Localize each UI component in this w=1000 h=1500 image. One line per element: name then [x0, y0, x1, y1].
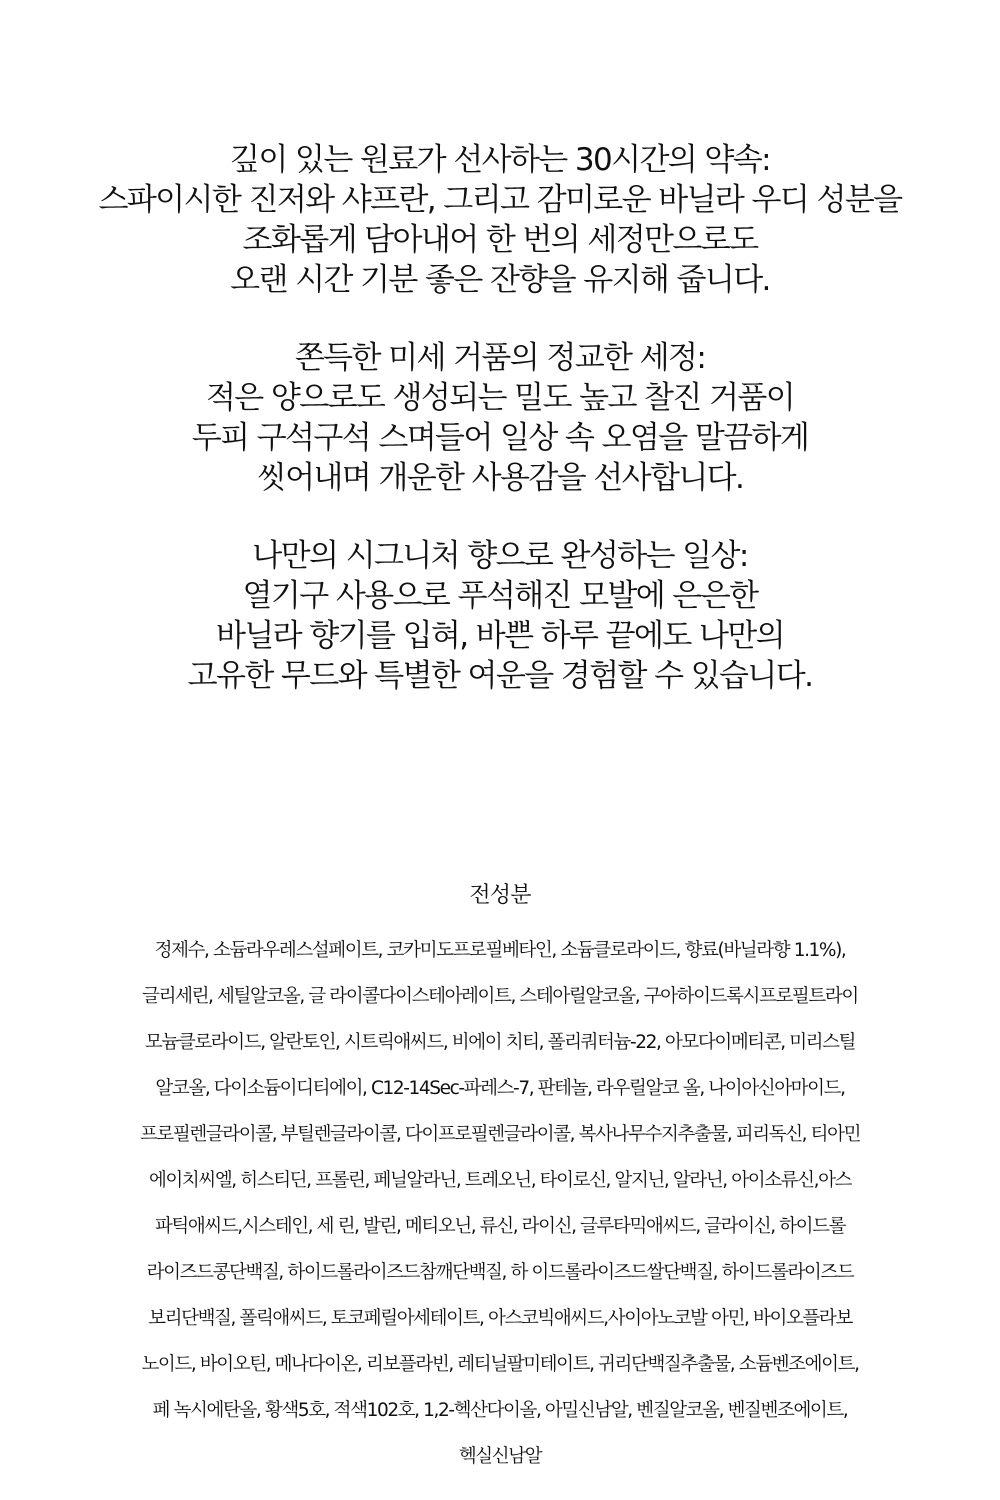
feature-text-line: 열기구 사용으로 푸석해진 모발에 은은한 — [242, 578, 758, 614]
ingredients-line: 알코올, 다이소듐이디티에이, C12-14Sec-파레스-7, 판테놀, 라우릴알코 올, 나이아신아마이드, — [155, 1078, 845, 1099]
feature-text-line: 바닐라 향기를 입혀, 바쁜 하루 끝에도 나만의 — [215, 618, 784, 654]
feature-text-line: 고유한 무드와 특별한 여운을 경험할 수 있습니다. — [187, 658, 813, 694]
feature-block-signature-scent — [40, 536, 960, 696]
ingredients-line: 모늄클로라이드, 알란토인, 시트릭애씨드, 비에이 치티, 폴리쿼터늄-22, 아모다이메티콘, 미리스틸 — [144, 1032, 856, 1053]
feature-text-line: 두피 구석구석 스며들어 일상 속 오염을 말끔하게 — [191, 420, 809, 456]
ingredients-line: 파틱애씨드,시스테인, 세 린, 발린, 메티오닌, 류신, 라이신, 글루타믹애씨드, 글라이신, 하이드롤 — [154, 1216, 846, 1237]
ingredients-line: 프로필렌글라이콜, 부틸렌글라이콜, 다이프로필렌글라이콜, 복사나무수지추출물, 피리독신, 티아민 — [139, 1124, 861, 1145]
feature-heading: 깊이 있는 원료가 선사하는 30시간의 약속: — [230, 142, 770, 178]
ingredients-line: 헥실신남알 — [458, 1446, 542, 1467]
feature-heading: 나만의 시그니처 향으로 완성하는 일상: — [252, 538, 748, 574]
feature-text-line: 스파이시한 진저와 샤프란, 그리고 감미로운 바닐라 우디 성분을 — [98, 182, 902, 218]
feature-text-line: 씻어내며 개운한 사용감을 선사합니다. — [256, 460, 744, 496]
ingredients-line: 보리단백질, 폴릭애씨드, 토코페릴아세테이트, 아스코빅애씨드,사이아노코발 아민, 바이오플라보 — [148, 1308, 852, 1329]
feature-text-line: 적은 양으로도 생성되는 밀도 높고 찰진 거품이 — [205, 380, 795, 416]
feature-heading: 쫀득한 미세 거품의 정교한 세정: — [294, 340, 706, 376]
ingredients-line: 라이즈드콩단백질, 하이드롤라이즈드참깨단백질, 하 이드롤라이즈드쌀단백질, 하이드롤라이즈드 — [146, 1262, 854, 1283]
ingredients-line: 노이드, 바이오틴, 메나다이온, 리보플라빈, 레티닐팔미테이트, 귀리단백질추출물, 소듐벤조에이트, — [141, 1354, 859, 1375]
ingredients-title: 전성분 — [469, 883, 531, 908]
feature-text-line: 오랜 시간 기분 좋은 잔향을 유지해 줍니다. — [230, 262, 770, 298]
ingredients-section — [50, 878, 950, 1480]
ingredients-line: 페 녹시에탄올, 황색5호, 적색102호, 1,2-헥산다이올, 아밀신남알, 벤질알코올, 벤질벤조에이트, — [152, 1400, 848, 1421]
feature-descriptions — [40, 140, 960, 734]
ingredients-line: 에이치씨엘, 히스티딘, 프롤린, 페닐알라닌, 트레오닌, 타이로신, 알지닌, 알라닌, 아이소류신,아스 — [148, 1170, 852, 1191]
ingredients-line: 글리세린, 세틸알코올, 글 라이콜다이스테아레이트, 스테아릴알코올, 구아하이드록시프로필트라이 — [142, 986, 858, 1007]
feature-block-foam — [40, 338, 960, 498]
ingredients-line: 정제수, 소듐라우레스설페이트, 코카미도프로필베타인, 소듐클로라이드, 향료(바닐라향 1.1%), — [154, 940, 846, 961]
feature-block-fragrance — [40, 140, 960, 300]
feature-text-line: 조화롭게 담아내어 한 번의 세정만으로도 — [242, 222, 758, 258]
